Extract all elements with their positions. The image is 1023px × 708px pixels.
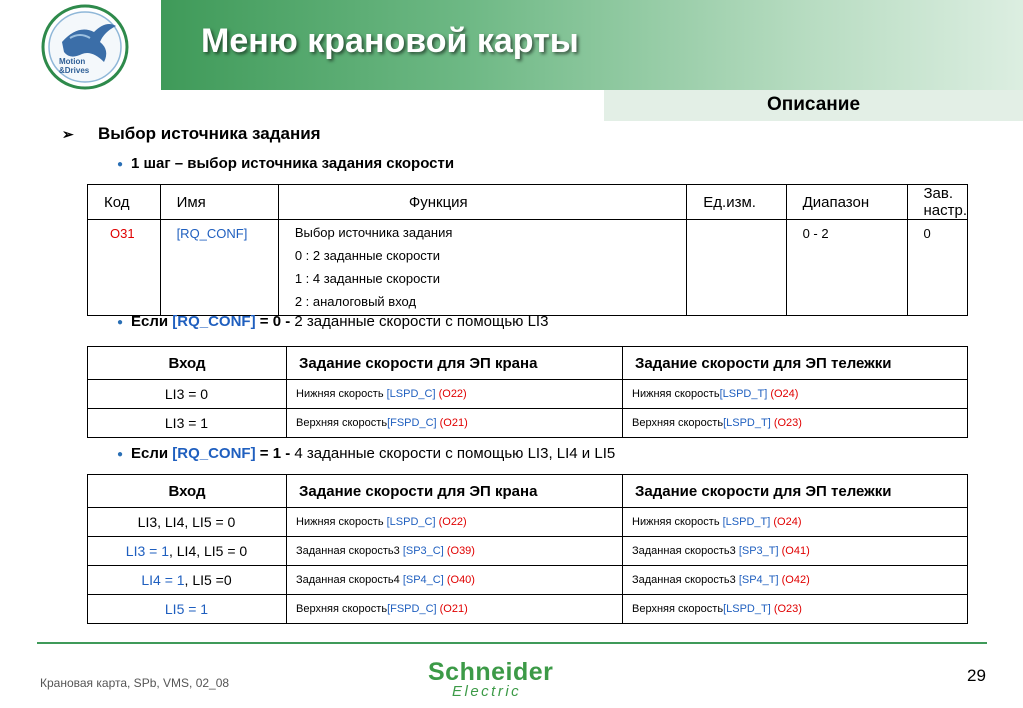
crane-cell: Заданная скорость3 [SP3_C] (O39)	[287, 537, 623, 566]
footer-text: Крановая карта, SPb, VMS, 02_08	[40, 676, 230, 690]
dot-bullet-icon: ●	[117, 448, 124, 460]
crane-cell: Нижняя скорость [LSPD_C] (O22)	[287, 508, 623, 537]
header-range: Диапазон	[786, 185, 907, 220]
code-cell: O31	[88, 220, 161, 316]
table-row	[88, 380, 968, 409]
table-row	[88, 508, 968, 537]
motion-drives-logo-icon	[20, 2, 150, 92]
table-row	[88, 537, 968, 566]
parameter-table	[87, 184, 968, 316]
description-bar	[604, 90, 1023, 121]
page-title: Меню крановой карты	[201, 22, 579, 60]
trolley-cell: Нижняя скорость [LSPD_T] (O24)	[623, 508, 968, 537]
table-header-row	[88, 475, 968, 508]
arrow-bullet-icon: ➢	[62, 126, 74, 142]
dot-bullet-icon: ●	[117, 158, 124, 170]
input-cell: LI5 = 1	[88, 595, 287, 624]
trolley-cell: Заданная скорость3 [SP3_T] (O41)	[623, 537, 968, 566]
speed-table-conf1	[87, 474, 968, 624]
header-banner	[161, 0, 1023, 90]
schneider-logo: Schneider Electric	[428, 658, 554, 700]
crane-cell: Нижняя скорость [LSPD_C] (O22)	[287, 380, 623, 409]
header-trolley: Задание скорости для ЭП тележки	[623, 347, 968, 380]
if-conf-1-bullet: ● Если [RQ_CONF] = 1 - 4 заданные скорости с помощью LI3, LI4 и LI5	[117, 445, 616, 462]
input-cell: LI3, LI4, LI5 = 0	[88, 508, 287, 537]
header-unit: Ед.изм.	[687, 185, 786, 220]
dot-bullet-icon: ●	[117, 316, 124, 328]
header-crane: Задание скорости для ЭП крана	[287, 475, 623, 508]
crane-cell: Верхняя скорость[FSPD_C] (O21)	[287, 409, 623, 438]
trolley-cell: Верхняя скорость[LSPD_T] (O23)	[623, 595, 968, 624]
table-row	[88, 409, 968, 438]
header-input: Вход	[88, 347, 287, 380]
table-header-row	[88, 185, 968, 220]
header-code: Код	[88, 185, 161, 220]
logo-area	[0, 0, 161, 90]
trolley-cell: Заданная скорость3 [SP4_T] (O42)	[623, 566, 968, 595]
table-header-row	[88, 347, 968, 380]
header-function: Функция	[278, 185, 686, 220]
table-row	[88, 595, 968, 624]
input-cell: LI3 = 0	[88, 380, 287, 409]
crane-cell: Верхняя скорость[FSPD_C] (O21)	[287, 595, 623, 624]
header-trolley: Задание скорости для ЭП тележки	[623, 475, 968, 508]
name-cell: [RQ_CONF]	[160, 220, 278, 316]
crane-cell: Заданная скорость4 [SP4_C] (O40)	[287, 566, 623, 595]
svg-text:Motion: Motion	[59, 57, 86, 66]
svg-text:&Drives: &Drives	[59, 66, 90, 75]
header-crane: Задание скорости для ЭП крана	[287, 347, 623, 380]
speed-table-conf0	[87, 346, 968, 438]
if-conf-0-bullet: ● Если [RQ_CONF] = 0 - 2 заданные скорости с помощью LI3	[117, 313, 549, 330]
trolley-cell: Верхняя скорость[LSPD_T] (O23)	[623, 409, 968, 438]
input-cell: LI4 = 1, LI5 =0	[88, 566, 287, 595]
function-cell: Выбор источника задания 0 : 2 заданные скорости 1 : 4 заданные скорости 2 : аналоговый вход	[278, 220, 686, 316]
unit-cell	[687, 220, 786, 316]
main-bullet: ➢ Выбор источника задания	[62, 124, 321, 143]
header-name: Имя	[160, 185, 278, 220]
footer-divider	[37, 642, 987, 644]
input-cell: LI3 = 1, LI4, LI5 = 0	[88, 537, 287, 566]
default-cell: 0	[907, 220, 968, 316]
trolley-cell: Нижняя скорость[LSPD_T] (O24)	[623, 380, 968, 409]
table-row	[88, 220, 968, 316]
page-number: 29	[967, 666, 986, 685]
table-row	[88, 566, 968, 595]
step1-bullet: ● 1 шаг – выбор источника задания скорости	[117, 155, 455, 172]
input-cell: LI3 = 1	[88, 409, 287, 438]
header-input: Вход	[88, 475, 287, 508]
description-label: Описание	[766, 94, 861, 115]
header-default: Зав. настр.	[907, 185, 968, 220]
range-cell: 0 - 2	[786, 220, 907, 316]
